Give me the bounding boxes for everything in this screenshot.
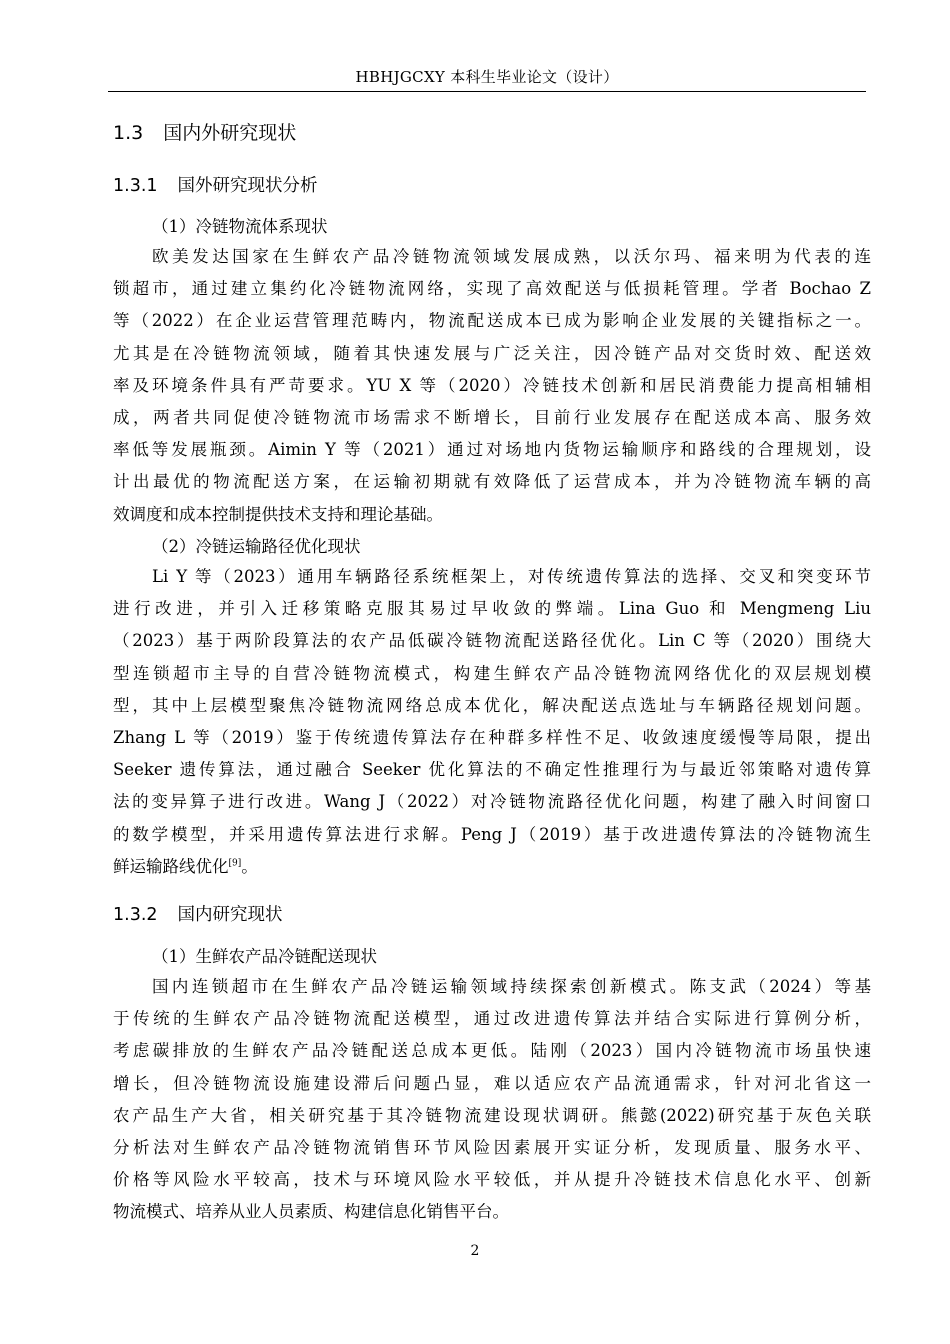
text-line: 物流模式、培养从业人员素质、构建信息化销售平台。 (113, 1202, 509, 1222)
text-line: 尤其是在冷链物流领域，随着其快速发展与广泛关注，因冷链产品对交货时效、配送效 (113, 343, 871, 363)
running-header: HBHJGCXY 本科生毕业论文（设计） (355, 68, 619, 86)
text-line: 增长，但冷链物流设施建设滞后问题凸显，难以适应农产品流通需求，针对河北省这一 (113, 1073, 871, 1093)
section-title: 国内外研究现状 (163, 122, 297, 144)
page-number: 2 (470, 1243, 480, 1259)
text-line: 率及环境条件具有严苛要求。YU X 等（2020）冷链技术创新和居民消费能力提高相辅相 (113, 375, 871, 395)
section-number: 1.3 (113, 122, 144, 144)
item-heading-route-optimization: （2）冷链运输路径优化现状 (152, 537, 361, 556)
header-rule (108, 91, 866, 92)
text-line: 欧美发达国家在生鲜农产品冷链物流领域发展成熟，以沃尔玛、福来明为代表的连 (152, 247, 871, 266)
paragraph-domestic-distribution (113, 971, 871, 1229)
text-line: 效调度和成本控制提供技术支持和理论基础。 (113, 504, 443, 524)
text-line: 型连锁超市主导的自营冷链物流模式，构建生鲜农产品冷链物流网络优化的双层规划模 (113, 663, 871, 683)
text-line: 成，两者共同促使冷链物流市场需求不断增长，目前行业发展存在配送成本高、服务效 (113, 407, 871, 427)
text-line: （2023）基于两阶段算法的农产品低碳冷链物流配送路径优化。Lin C 等（2020）围绕大 (113, 631, 871, 651)
text-line: 考虑碳排放的生鲜农产品冷链配送总成本更低。陆刚（2023）国内冷链物流市场虽快速 (113, 1041, 871, 1061)
section-heading (113, 118, 296, 145)
subsection-title: 国外研究现状分析 (177, 176, 318, 196)
subsection-heading-domestic (113, 901, 283, 926)
item-heading-cold-chain-system: （1）冷链物流体系现状 (152, 217, 328, 236)
item-heading-domestic-distribution: （1）生鲜农产品冷链配送现状 (152, 947, 377, 966)
text-line-final (113, 851, 871, 883)
text-line: Zhang L 等（2019）鉴于传统遗传算法存在种群多样性不足、收敛速度缓慢等局限，提出 (113, 727, 871, 747)
text-line: 率低等发展瓶颈。Aimin Y 等（2021）通过对场地内货物运输顺序和路线的合理规划，设 (113, 440, 871, 460)
text-line: 分析法对生鲜农产品冷链物流销售环节风险因素展开实证分析，发现质量、服务水平、 (113, 1137, 871, 1157)
paragraph-foreign-system (113, 241, 871, 531)
text-line: 计出最优的物流配送方案，在运输初期就有效降低了运营成本，并为冷链物流车辆的高 (113, 472, 871, 492)
text-line: Li Y 等（2023）通用车辆路径系统框架上，对传统遗传算法的选择、交叉和突变环节 (152, 567, 871, 586)
subsection-number: 1.3.2 (113, 905, 158, 925)
text-line: 法的变异算子进行改进。Wang J（2022）对冷链物流路径优化问题，构建了融入时间窗口 (113, 792, 871, 812)
text-line: 于传统的生鲜农产品冷链物流配送模型，通过改进遗传算法并结合实际进行算例分析， (113, 1009, 871, 1029)
text-line: 进行改进，并引入迁移策略克服其易过早收敛的弊端。Lina Guo 和 Mengmeng Liu (113, 599, 871, 619)
subsection-number: 1.3.1 (113, 176, 158, 196)
text-line: 型，其中上层模型聚焦冷链物流网络总成本优化，解决配送点选址与车辆路径规划问题。 (113, 695, 871, 715)
text-line: 价格等风险水平较高，技术与环境风险水平较低，并从提升冷链技术信息化水平、创新 (113, 1170, 871, 1190)
paragraph-foreign-routing (113, 561, 871, 883)
final-punctuation: 。 (241, 856, 258, 876)
text-line: 国内连锁超市在生鲜农产品冷链运输领域持续探索创新模式。陈支武（2024）等基 (152, 977, 871, 996)
text-line: 锁超市，通过建立集约化冷链物流网络，实现了高效配送与低损耗管理。学者 Bochao Z (113, 279, 871, 299)
text-line: 等（2022）在企业运营管理范畴内，物流配送成本已成为影响企业发展的关键指标之一。 (113, 311, 871, 331)
subsection-title: 国内研究现状 (177, 905, 283, 925)
subsection-heading-foreign (113, 172, 318, 197)
text-line: 农产品生产大省，相关研究基于其冷链物流建设现状调研。熊懿(2022)研究基于灰色关联 (113, 1105, 871, 1125)
citation-marker: [9] (228, 858, 242, 869)
final-text: 鲜运输路线优化 (113, 856, 229, 876)
text-line: Seeker 遗传算法，通过融合 Seeker 优化算法的不确定性推理行为与最近邻策略对遗传算 (113, 760, 871, 780)
text-line: 的数学模型，并采用遗传算法进行求解。Peng J（2019）基于改进遗传算法的冷链物流生 (113, 824, 871, 844)
